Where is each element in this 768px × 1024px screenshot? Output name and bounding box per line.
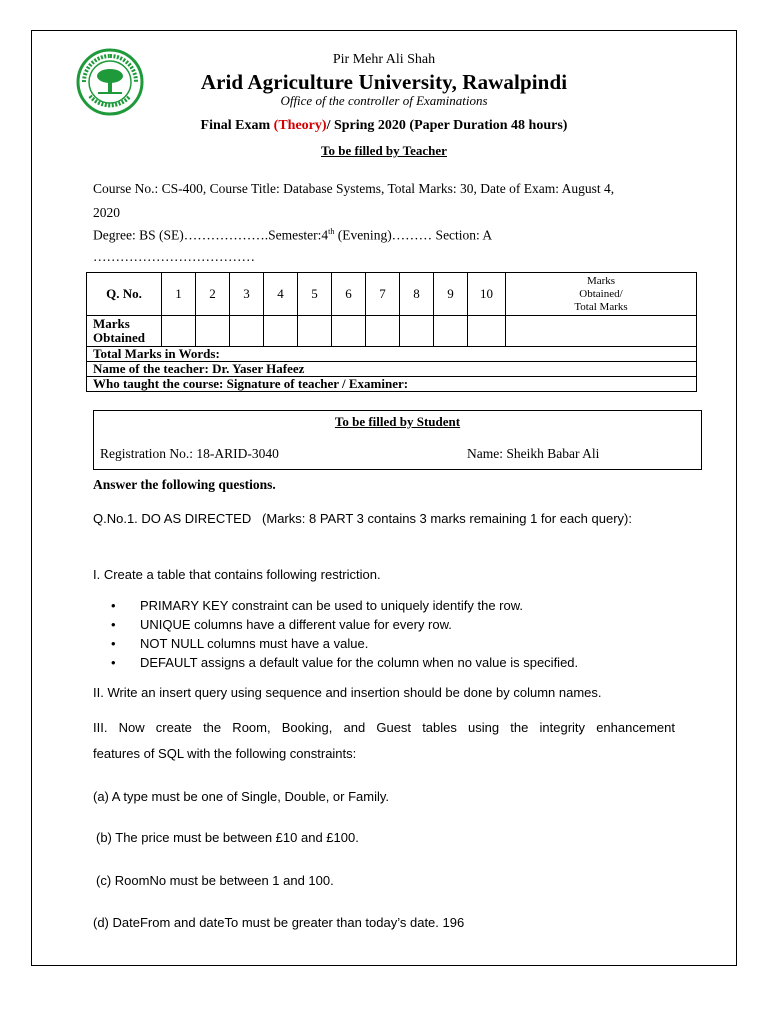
constraint-list	[111, 598, 578, 674]
question-number: 7	[366, 273, 400, 316]
course-line-2: 2020	[93, 205, 120, 220]
list-item: • UNIQUE columns have a different value for every row.	[111, 617, 578, 636]
instruction: Answer the following questions.	[93, 477, 276, 492]
q1-marks: (Marks: 8 PART 3 contains 3 marks remaining 1 for each query):	[262, 511, 632, 526]
marks-cell[interactable]	[196, 316, 230, 347]
marks-cell[interactable]	[230, 316, 264, 347]
exam-title	[0, 118, 768, 134]
table-row	[87, 316, 697, 347]
marks-cell[interactable]	[434, 316, 468, 347]
mo-header-line: Total Marks	[574, 300, 628, 313]
list-item: • NOT NULL columns must have a value.	[111, 636, 578, 655]
student-name: Name: Sheikh Babar Ali	[467, 446, 600, 461]
registration-number: Registration No.: 18-ARID-3040	[100, 446, 279, 461]
marks-obtained-total-header	[506, 273, 697, 316]
constraint-d: (d) DateFrom and dateTo must be greater than today’s date. 196	[93, 915, 465, 930]
part-2: II. Write an insert query using sequence and insertion should be done by column names.	[93, 685, 602, 700]
question-number: 5	[298, 273, 332, 316]
question-number: 1	[162, 273, 196, 316]
course-line-1: Course No.: CS-400, Course Title: Database Systems, Total Marks: 30, Date of Exam: August 4,	[93, 181, 615, 196]
student-fill-heading: To be filled by Student	[334, 414, 461, 429]
student-box	[93, 410, 702, 470]
marks-table	[86, 272, 697, 347]
list-item: • DEFAULT assigns a default value for the column when no value is specified.	[111, 655, 578, 674]
constraint-c: (c) RoomNo must be between 1 and 100.	[96, 873, 334, 888]
degree-prefix: Degree: BS (SE)……………….Semester:4	[93, 227, 329, 243]
degree-line	[93, 227, 492, 244]
part-3-line-2: features of SQL with the following constraints:	[93, 746, 357, 761]
mo-header-line: Obtained/	[579, 287, 623, 300]
marks-cell[interactable]	[264, 316, 298, 347]
q1-title: Q.No.1. DO AS DIRECTED	[93, 511, 252, 526]
marks-cell[interactable]	[298, 316, 332, 347]
marks-cell[interactable]	[162, 316, 196, 347]
exam-prefix: Final Exam	[200, 118, 274, 133]
teacher-name: Name of the teacher: Dr. Yaser Hafeez	[86, 362, 697, 377]
exam-theory: (Theory)	[273, 118, 327, 133]
question-number: 3	[230, 273, 264, 316]
question-number: 6	[332, 273, 366, 316]
part-1: I. Create a table that contains following restriction.	[93, 567, 381, 582]
constraint-b: (b) The price must be between £10 and £100.	[96, 830, 359, 845]
table-row	[87, 273, 697, 316]
office-name: Office of the controller of Examinations	[280, 93, 488, 108]
mo-label-line: Marks	[93, 316, 130, 331]
institution-top-line: Pir Mehr Ali Shah	[332, 52, 436, 67]
page-border	[31, 30, 737, 966]
mo-label-line: Obtained	[93, 330, 146, 345]
part-3-line-1: III. Now create the Room, Booking, and Guest tables using the integrity enhancement	[93, 720, 675, 735]
degree-dots: ………………………………	[93, 249, 255, 264]
mo-header-line: Marks	[586, 274, 616, 287]
question-1	[93, 511, 632, 526]
q-no-header: Q. No.	[87, 273, 162, 316]
marks-obtained-label	[87, 316, 162, 347]
marks-cell[interactable]	[366, 316, 400, 347]
marks-cell[interactable]	[400, 316, 434, 347]
question-number: 9	[434, 273, 468, 316]
who-taught: Who taught the course: Signature of teacher / Examiner:	[86, 377, 697, 392]
teacher-info-rows	[86, 346, 697, 392]
question-number: 8	[400, 273, 434, 316]
list-item: • PRIMARY KEY constraint can be used to uniquely identify the row.	[111, 598, 578, 617]
marks-cell[interactable]	[468, 316, 506, 347]
constraint-a: (a) A type must be one of Single, Double, or Family.	[93, 789, 390, 804]
total-marks-cell[interactable]	[506, 316, 697, 347]
university-name: Arid Agriculture University, Rawalpindi	[200, 70, 568, 94]
marks-cell[interactable]	[332, 316, 366, 347]
question-number: 10	[468, 273, 506, 316]
degree-sup: th	[328, 227, 335, 236]
question-number: 4	[264, 273, 298, 316]
question-number: 2	[196, 273, 230, 316]
exam-suffix: / Spring 2020 (Paper Duration 48 hours)	[326, 118, 568, 133]
teacher-fill-heading: To be filled by Teacher	[321, 143, 447, 158]
degree-suffix: (Evening)……… Section: A	[334, 227, 493, 243]
total-marks-words: Total Marks in Words:	[86, 346, 697, 362]
